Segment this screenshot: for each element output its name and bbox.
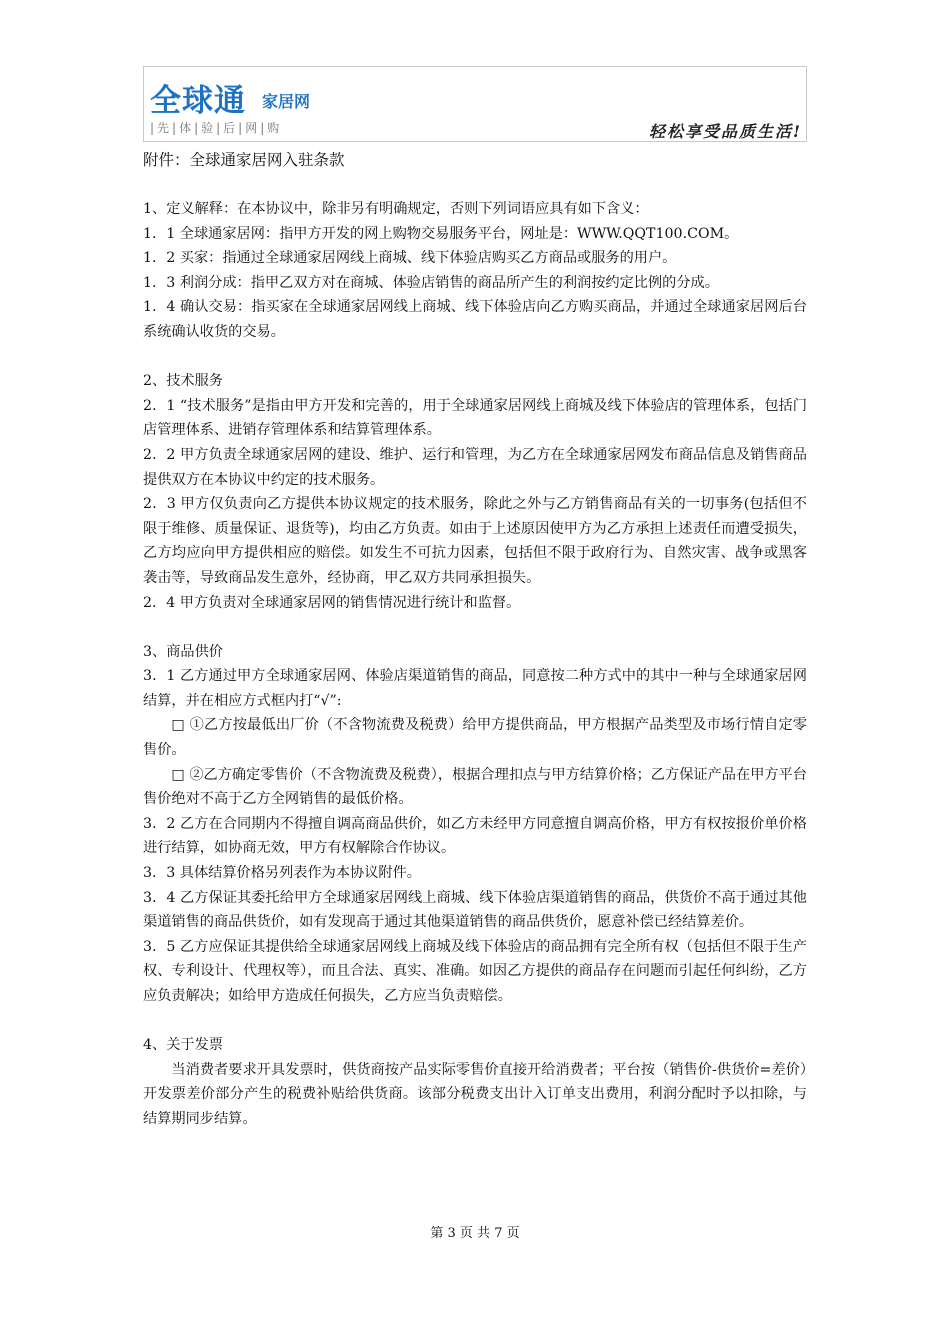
section-heading: 1、定义解释：在本协议中，除非另有明确规定，否则下列词语应具有如下含义：: [143, 201, 649, 217]
logo-text: 全球通: [150, 83, 246, 119]
spacer: [143, 1009, 807, 1034]
checkbox-option: □ ②乙方确定零售价（不含物流费及税费），根据合理扣点与甲方结算价格；乙方保证产品在甲方平台售价绝对不高于乙方全网销售的最低价格。: [143, 766, 807, 808]
spacer: [143, 615, 807, 640]
clause: 3．3 具体结算价格另列表作为本协议附件。: [143, 865, 421, 882]
clause: 3．2 乙方在合同期内不得擅自调高商品供价，如乙方未经甲方同意擅自调高价格，甲方有权按报价单价格进行结算，如协商无效，甲方有权解除合作协议。: [143, 815, 807, 857]
spacer: [143, 345, 807, 370]
clause: 1．2 买家：指通过全球通家居网线上商城、线下体验店购买乙方商品或服务的用户。: [143, 250, 677, 267]
clause: 3．4 乙方保证其委托给甲方全球通家居网线上商城、线下体验店渠道销售的商品，供货价不高于通过其他渠道销售的商品供货价，如有发现高于通过其他渠道销售的商品供货价，愿意补偿已经结算差价。: [143, 889, 807, 931]
paragraph: 当消费者要求开具发票时，供货商按产品实际零售价直接开给消费者；平台按（销售价-供货价=差价）开发票差价部分产生的税费补贴给供货商。该部分税费支出计入订单支出费用，利润分配时予以扣除，与结算期同步结算。: [143, 1061, 807, 1127]
section-heading: 3、商品供价: [143, 643, 223, 660]
page-footer: 第 3 页 共 7 页: [430, 1226, 520, 1241]
clause: 3．1 乙方通过甲方全球通家居网、体验店渠道销售的商品，同意按二种方式中的其中一种与全球通家居网结算，并在相应方式框内打“√”:: [143, 668, 807, 709]
clause: 1．4 确认交易：指买家在全球通家居网线上商城、线下体验店向乙方购买商品，并通过全球通家居网后台系统确认收货的交易。: [143, 299, 807, 340]
clause: 2．1 “技术服务”是指由甲方开发和完善的，用于全球通家居网线上商城及线下体验店的管理体系，包括门店管理体系、进销存管理体系和结算管理体系。: [143, 397, 807, 439]
document-body: [143, 197, 807, 1132]
checkbox-option: □ ①乙方按最低出厂价（不含物流费及税费）给甲方提供商品，甲方根据产品类型及市场行情自定零售价。: [143, 717, 807, 759]
logo-tagline: |先|体|验|后|网|购: [150, 121, 283, 135]
clause: 2．4 甲方负责对全球通家居网的销售情况进行统计和监督。: [143, 594, 521, 611]
clause: 3．5 乙方应保证其提供给全球通家居网线上商城及线下体验店的商品拥有完全所有权（包括但不限于生产权、专利设计、代理权等），而且合法、真实、准确。如因乙方提供的商品存在问题而引起任何纠纷，乙方应负责解决；如给甲方造成任何损失，乙方应当负责赔偿。: [143, 938, 807, 1004]
document-title: 附件：全球通家居网入驻条款: [143, 151, 345, 169]
clause: 2．2 甲方负责全球通家居网的建设、维护、运行和管理，为乙方在全球通家居网发布商品信息及销售商品提供双方在本协议中约定的技术服务。: [143, 446, 807, 488]
clause: 1．3 利润分成：指甲乙双方对在商城、体验店销售的商品所产生的利润按约定比例的分成。: [143, 274, 719, 291]
section-heading: 2、技术服务: [143, 373, 223, 390]
section-heading: 4、关于发票: [143, 1037, 223, 1054]
slogan: 轻松享受品质生活!: [648, 122, 802, 141]
header-banner: [143, 66, 807, 142]
clause: 1．1 全球通家居网：指甲方开发的网上购物交易服务平台，网址是：WWW.QQT100.COM。: [143, 225, 739, 242]
clause: 2．3 甲方仅负责向乙方提供本协议规定的技术服务，除此之外与乙方销售商品有关的一切事务(包括但不限于维修、质量保证、退货等)，均由乙方负责。如由于上述原因使甲方为乙方承担上述责任而遭受损失，乙方均应向甲方提供相应的赔偿。如发生不可抗力因素，包括但不限于政府行为、自然灾害、战争或黑客袭击等，导致商品发生意外，经协商，甲乙双方共同承担损失。: [143, 496, 807, 586]
logo-subtext: 家居网: [262, 92, 311, 111]
